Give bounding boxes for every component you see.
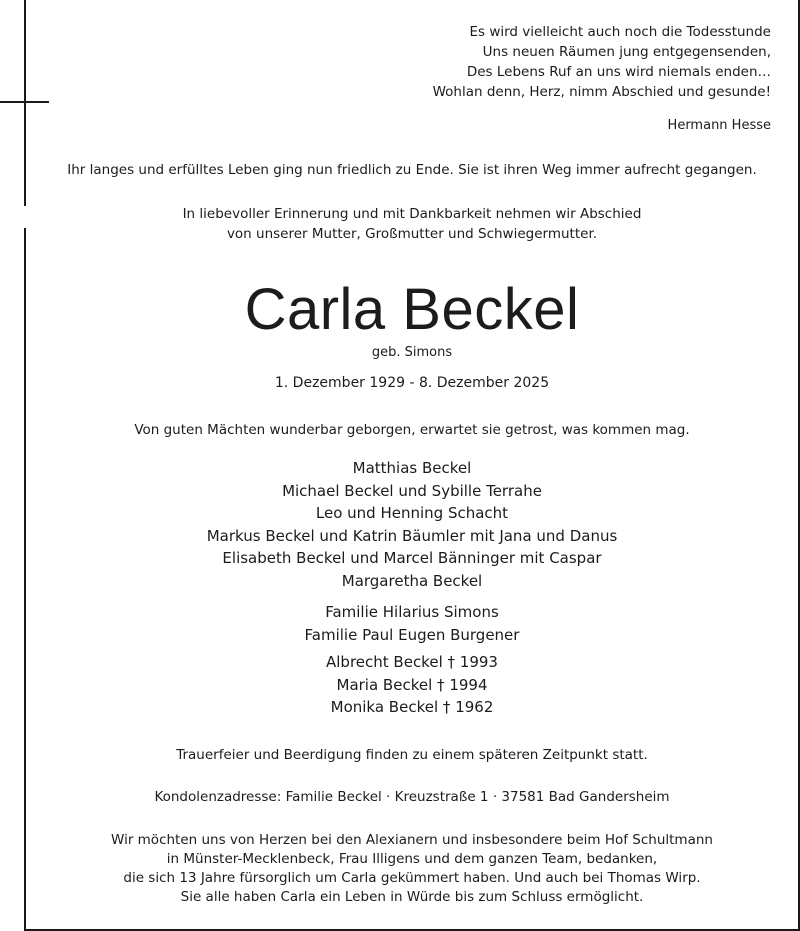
- dagger-icon: †: [437, 675, 445, 694]
- quote: Von guten Mächten wunderbar geborgen, erwartet sie getrost, was kommen mag.: [134, 422, 690, 438]
- life-dates: 1. Dezember 1929 - 8. Dezember 2025: [274, 375, 550, 391]
- family-member: Michael Beckel und Sybille Terrahe: [282, 481, 542, 500]
- family-member: Markus Beckel und Katrin Bäumler mit Jana und Danus: [206, 526, 618, 545]
- thanks-text: [24, 831, 800, 907]
- maiden-name: geb. Simons: [371, 345, 453, 360]
- relative-family: Familie Paul Eugen Burgener: [304, 625, 520, 644]
- farewell-line: In liebevoller Erinnerung und mit Dankbarkeit nehmen wir Abschied: [182, 206, 642, 222]
- predeceased-year: 1962: [455, 698, 494, 716]
- family-list: [24, 457, 800, 592]
- predeceased-entry: [24, 674, 800, 697]
- deceased-name: Carla Beckel: [244, 277, 580, 342]
- predeceased-year: 1994: [449, 675, 488, 694]
- family-member: Leo und Henning Schacht: [315, 504, 509, 522]
- thanks-line: Sie alle haben Carla ein Leben in Würde bis zum Schluss ermöglicht.: [180, 889, 644, 905]
- thanks-line: Wir möchten uns von Herzen bei den Alexianern und insbesondere beim Hof Schultmann: [111, 832, 713, 848]
- condolence-address: Kondolenzadresse: Familie Beckel · Kreuzstraße 1 · 37581 Bad Gandersheim: [154, 789, 670, 805]
- predeceased-entry: [24, 651, 800, 674]
- poem-author: Hermann Hesse: [667, 118, 771, 133]
- dagger-icon: †: [447, 653, 456, 671]
- predeceased-name: Albrecht Beckel: [326, 653, 443, 671]
- relative-family: Familie Hilarius Simons: [325, 603, 499, 621]
- predeceased-name: Maria Beckel: [336, 675, 433, 694]
- thanks-line: in Münster-Mecklenbeck, Frau Illigens und dem ganzen Team, bedanken,: [166, 851, 658, 867]
- cross-horizontal-bar: [0, 101, 49, 103]
- family-member: Elisabeth Beckel und Marcel Bänninger mit Caspar: [222, 549, 602, 567]
- intro-text: Ihr langes und erfülltes Leben ging nun friedlich zu Ende. Sie ist ihren Weg immer aufrecht gegangen.: [67, 162, 757, 178]
- poem-line: Des Lebens Ruf an uns wird niemals enden…: [466, 64, 771, 80]
- predeceased-year: 1993: [459, 653, 498, 671]
- predeceased-name: Monika Beckel: [330, 698, 439, 716]
- farewell-line: von unserer Mutter, Großmutter und Schwiegermutter.: [226, 226, 598, 242]
- thanks-line: die sich 13 Jahre fürsorglich um Carla gekümmert haben. Und auch bei Thomas Wirp.: [123, 870, 701, 886]
- farewell-text: [24, 204, 800, 244]
- dagger-icon: †: [442, 698, 451, 716]
- predeceased-entry: [24, 696, 800, 719]
- poem-line: Es wird vielleicht auch noch die Todesstunde: [469, 24, 771, 40]
- family-member: Margaretha Beckel: [341, 571, 483, 590]
- predeceased-list: [24, 651, 800, 719]
- poem-line: Uns neuen Räumen jung entgegensenden,: [482, 44, 771, 60]
- poem-line: Wohlan denn, Herz, nimm Abschied und gesunde!: [432, 84, 771, 100]
- funeral-notice: Trauerfeier und Beerdigung finden zu einem späteren Zeitpunkt statt.: [176, 747, 648, 763]
- relatives-list: [24, 601, 800, 646]
- family-member: Matthias Beckel: [352, 459, 472, 477]
- poem: [433, 22, 771, 102]
